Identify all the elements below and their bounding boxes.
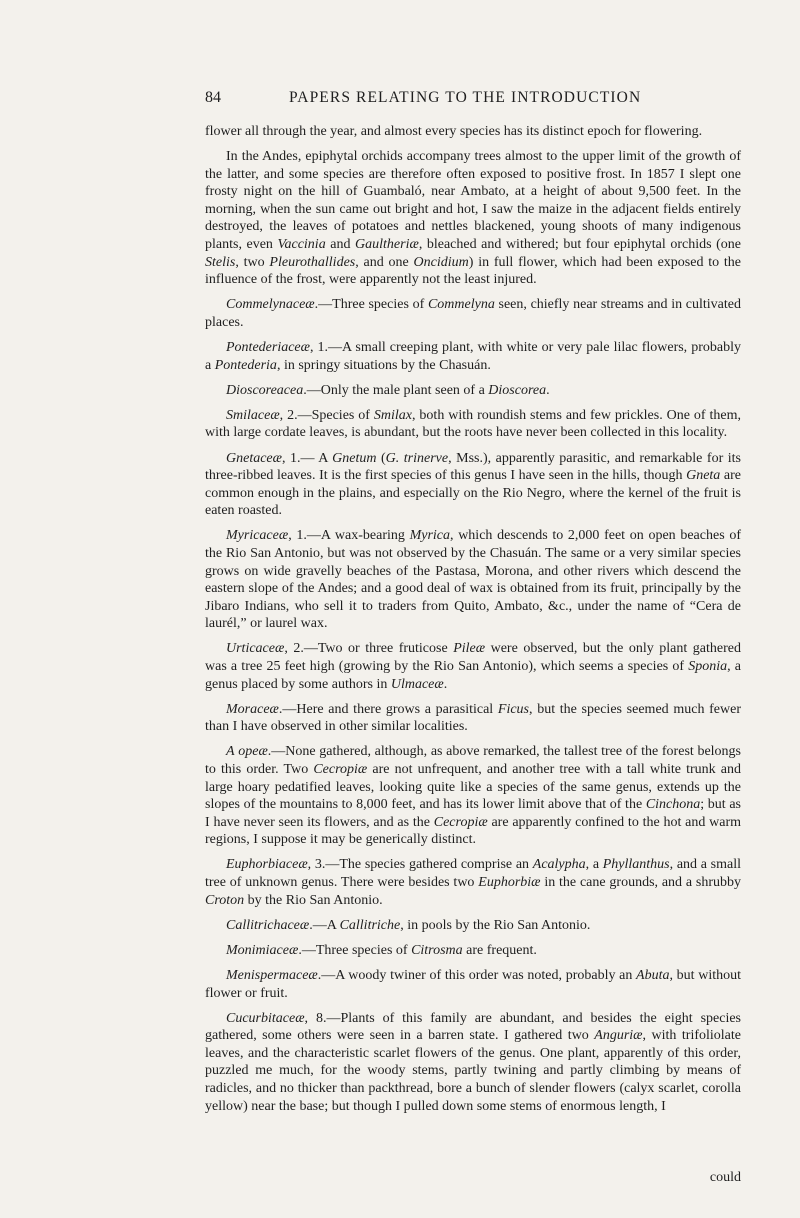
text-run: seen, chiefly near streams and in cultivated places. xyxy=(205,297,742,330)
text-run: , 2.—Species of xyxy=(279,407,374,423)
text-run: , in springy situations by the Chasuán. xyxy=(276,357,491,373)
text-run: , which descends to 2,000 feet on open beaches of the Rio San Antonio, but was not observed by the Chasuán. The same or a very similar species grows on wide gravelly beaches of the Pastasa, Morona, and other rivers which descend the eastern slope of the Andes; and a good deal of wax is obtained from its fruit, principally by the Jibaro Indians, who sell it to traders from Quito, Ambato, &c., under the name of “Cera de laurél,” or laurel wax. xyxy=(205,528,741,632)
body-text xyxy=(205,123,741,1123)
text-run: ( xyxy=(376,450,386,466)
italic-term: Callitriche xyxy=(339,917,401,933)
italic-term: Dioscoreacea xyxy=(226,382,304,398)
text-run: are apparently confined to the hot and warm regions, I suppose it may be generically distinct. xyxy=(205,814,742,848)
text-run: .—Only the male plant seen of a xyxy=(303,382,489,398)
italic-term: G. trinerve xyxy=(385,450,449,466)
text-run: , but without flower or fruit. xyxy=(205,967,742,1001)
catchword: could xyxy=(709,1170,741,1185)
text-run: , both with roundish stems and few prickles. One of them, with large cordate leaves, is abundant, but the roots have never been collected in this locality. xyxy=(205,407,741,441)
text-run: .—A xyxy=(309,917,340,933)
italic-term: Pontederiaceæ xyxy=(226,340,310,356)
italic-term: Euphorbiæ xyxy=(478,875,541,891)
italic-term: Monimiaceæ xyxy=(226,942,299,958)
running-head: PAPERS RELATING TO THE INTRODUCTION xyxy=(289,89,642,106)
italic-term: Dioscorea xyxy=(488,382,547,398)
paragraph-p3 xyxy=(205,296,741,331)
italic-term: Commelyna xyxy=(427,297,495,313)
text-run: , 3.—The species gathered comprise an xyxy=(307,857,533,873)
italic-term: Menispermaceæ xyxy=(226,967,318,983)
italic-term: Commelynaceæ xyxy=(226,297,315,313)
italic-term: Gneta xyxy=(686,468,721,484)
italic-term: Callitrichaceæ xyxy=(226,917,310,933)
italic-term: Pileæ xyxy=(453,641,486,657)
italic-term: A xyxy=(226,744,235,760)
paragraph-p5 xyxy=(205,382,741,400)
text-run: , Mss.), apparently parasitic, and remarkable for its three-ribbed leaves. It is the first species of this genus I have seen in the hills, though xyxy=(205,450,741,484)
text-run: are frequent. xyxy=(462,942,537,958)
text-run: in the cane grounds, and a shrubby xyxy=(540,875,741,891)
paragraph-p6 xyxy=(205,407,741,442)
text-run: , 8.—Plants of this family are abundant, and besides the eight species gathered, some others were seen in a barren state. I gathered two xyxy=(205,1010,741,1044)
text-run: ) in full flower, which had been exposed to the influence of the frost, were apparently not the least injured. xyxy=(205,254,742,288)
italic-term: Ulmaceæ xyxy=(390,676,444,692)
italic-term: Ficus xyxy=(497,701,529,717)
italic-term: Oncidium xyxy=(413,254,469,270)
italic-term: Phyllanthus xyxy=(602,857,670,873)
text-run: , 1.—A wax-bearing xyxy=(288,528,410,544)
text-run: , a xyxy=(585,857,603,873)
paragraph-p9 xyxy=(205,640,741,693)
text-run: , bleached and withered; but four epiphytal orchids (one xyxy=(418,237,741,253)
paragraph-p4 xyxy=(205,339,741,374)
text-run: flower all through the year, and almost every species has its distinct epoch for flowering. xyxy=(205,124,703,139)
italic-term: Cecropiæ xyxy=(313,762,368,777)
page-header xyxy=(205,89,741,111)
italic-term: Gnetum xyxy=(332,450,377,466)
text-run: are common enough in the plains, and especially on the Rio Negro, where the kernel of the fruit is eaten roasted. xyxy=(205,468,741,519)
text-run: . xyxy=(443,676,448,692)
text-run: , but the species seemed much fewer than I have observed in other similar localities. xyxy=(205,701,741,735)
paragraph-p10 xyxy=(205,701,741,736)
italic-term: Gaultheriæ xyxy=(355,237,419,253)
text-run: ; but as I have never seen its flowers, and as the xyxy=(205,797,741,830)
text-run: by the Rio San Antonio. xyxy=(244,892,383,908)
text-run: . xyxy=(546,382,550,398)
text-run: In the Andes, epiphytal orchids accompany trees almost to the upper limit of the growth of the latter, and some species are therefore often exposed to positive frost. In 1857 I slept one frosty night on the hill of Guambaló, near Ambato, at a height of about 9,500 feet. In the morning, when the sun came out bright and hot, I saw the maize in the adjacent fields entirely destroyed, the leaves of potatoes and nettles blackened, young shoots of many indigenous plants, even xyxy=(205,149,741,253)
text-run: .—None gathered, although, as above remarked, the tallest tree of the forest belongs to this order. Two xyxy=(205,744,741,777)
paragraph-p8 xyxy=(205,527,741,633)
italic-term: Pleurothallides xyxy=(269,254,356,270)
paragraph-p13 xyxy=(205,917,741,935)
italic-term: Vaccinia xyxy=(277,237,326,253)
text-run: are not unfrequent, and another tree with a tall white trunk and large hoary pedatified leaves, looking quite like a species of the same genus, extends up the slopes of the mountains to 8,000 feet, and has its lower limit above that of the xyxy=(205,762,741,813)
italic-term: Moraceæ xyxy=(226,701,279,717)
italic-term: Cinchona xyxy=(645,797,701,813)
italic-term: Sponia xyxy=(688,659,728,675)
text-run: , 1.— A xyxy=(281,450,333,466)
italic-term: Abuta xyxy=(636,967,670,983)
italic-term: Acalypha xyxy=(532,857,586,873)
text-run: , in pools by the Rio San Antonio. xyxy=(400,917,591,933)
paragraph-p1 xyxy=(205,123,741,141)
italic-term: Myricaceæ xyxy=(226,528,289,544)
italic-term: Smilax xyxy=(373,407,412,423)
paragraph-p15 xyxy=(205,967,741,1002)
italic-term: Urticaceæ xyxy=(226,641,285,657)
paragraph-p11 xyxy=(205,743,741,849)
text-run: , 1.—A small creeping plant, with white or very pale lilac flowers, probably a xyxy=(205,340,741,373)
italic-term: Stelis xyxy=(205,254,236,270)
italic-term: Smilaceæ xyxy=(226,407,280,423)
italic-term: Anguriæ xyxy=(594,1028,643,1044)
paragraph-p14 xyxy=(205,942,741,960)
text-run: .—Three species of xyxy=(314,297,428,313)
text-run: , and one xyxy=(355,254,414,270)
italic-term: Myrica xyxy=(409,528,451,544)
paragraph-p2 xyxy=(205,148,741,289)
paragraph-p16 xyxy=(205,1010,741,1116)
paragraph-p7 xyxy=(205,450,741,520)
text-run: and xyxy=(325,237,356,253)
italic-term: Citrosma xyxy=(411,942,463,958)
text-run: , a genus placed by some authors in xyxy=(205,659,741,692)
text-run: , and a small tree of unknown genus. There were besides two xyxy=(205,857,741,891)
text-run: .—Three species of xyxy=(298,942,412,958)
text-run: were observed, but the only plant gathered was a tree 25 feet high (growing by the Rio San Antonio), which seems a species of xyxy=(205,641,741,675)
italic-term: Euphorbiaceæ xyxy=(226,857,308,873)
italic-term: Croton xyxy=(205,892,245,908)
text-run: , 2.—Two or three fruticose xyxy=(284,641,454,657)
italic-term: Gnetaceæ xyxy=(226,450,282,466)
italic-term: Cucurbitaceæ xyxy=(226,1010,305,1026)
italic-term: Pontederia xyxy=(214,357,277,373)
text-run: , two xyxy=(235,254,270,270)
text-run: .—A woody twiner of this order was noted, probably an xyxy=(317,967,637,983)
text-run: .—Here and there grows a parasitical xyxy=(278,701,498,717)
page-number: 84 xyxy=(205,89,221,106)
paragraph-p12 xyxy=(205,856,741,909)
text-run: , with trifoliolate leaves, and the characteristic scarlet flowers of the genus. One plant, apparently of this order, puzzled me much, for the woody stems, partly twining and partly climbing by means of radicles, and no thicker than packthread, bore a bunch of slender flowers (calyx scarlet, corolla yellow) near the base; but though I pulled down some stems of enormous length, I xyxy=(205,1028,741,1114)
italic-term: Cecropiæ xyxy=(433,814,488,830)
italic-term: opeæ xyxy=(238,744,268,760)
